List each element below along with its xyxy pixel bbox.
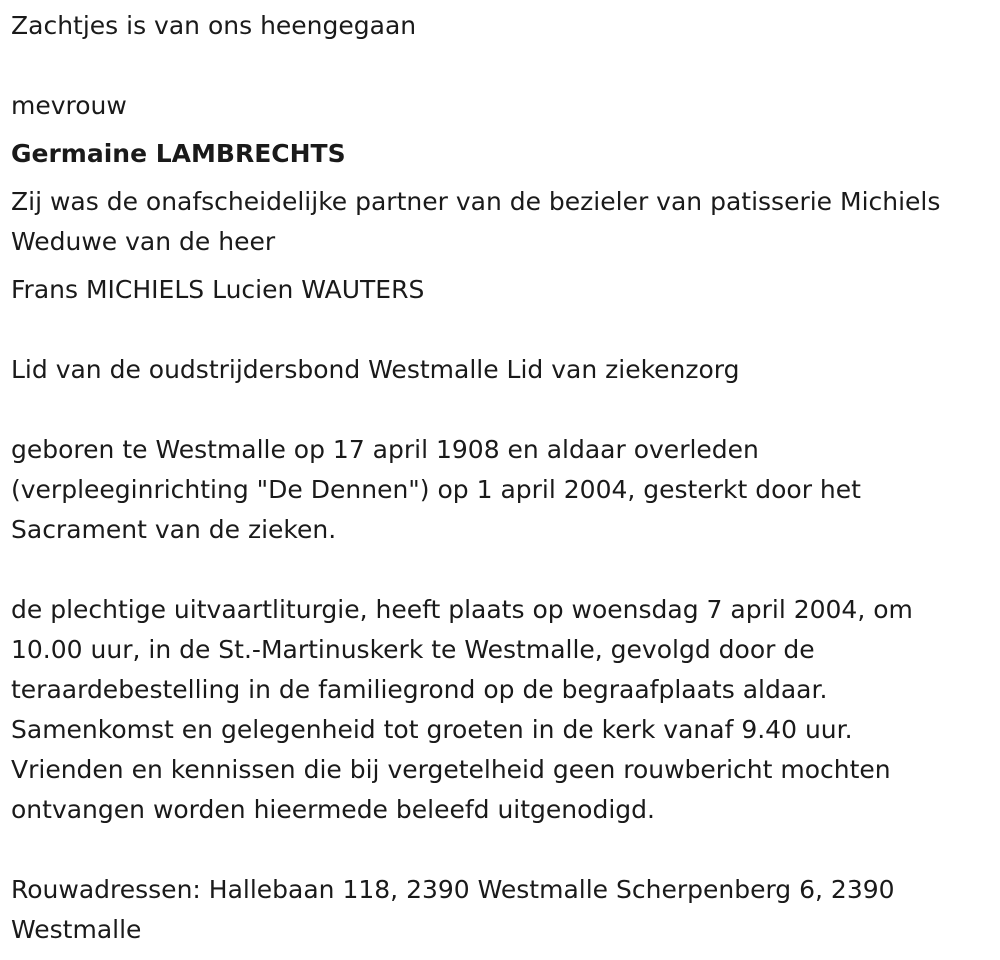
funeral-line: Vrienden en kennissen die bij vergetelheid geen rouwbericht mochten xyxy=(11,755,891,784)
memberships-line: Lid van de oudstrijdersbond Westmalle Lid van ziekenzorg xyxy=(11,355,740,384)
funeral-line: 10.00 uur, in de St.-Martinuskerk te Westmalle, gevolgd door de xyxy=(11,635,815,664)
funeral-line: de plechtige uitvaartliturgie, heeft plaats op woensdag 7 april 2004, om xyxy=(11,595,913,624)
funeral-line: teraardebestelling in de familiegrond op de begraafplaats aldaar. xyxy=(11,675,828,704)
birth-death-line: geboren te Westmalle op 17 april 1908 en aldaar overleden xyxy=(11,435,759,464)
funeral-line: Samenkomst en gelegenheid tot groeten in de kerk vanaf 9.40 uur. xyxy=(11,715,853,744)
description-line: Zij was de onafscheidelijke partner van de bezieler van patisserie Michiels xyxy=(11,187,941,216)
funeral-line: ontvangen worden hieermede beleefd uitgenodigd. xyxy=(11,795,655,824)
intro-text: Zachtjes is van ons heengegaan xyxy=(11,11,417,40)
deceased-name: Germaine LAMBRECHTS xyxy=(11,139,346,168)
birth-death-line: Sacrament van de zieken. xyxy=(11,515,337,544)
address-line: Rouwadressen: Hallebaan 118, 2390 Westmalle Scherpenberg 6, 2390 xyxy=(11,875,895,904)
address-line: Westmalle xyxy=(11,915,142,944)
spouses-line: Frans MICHIELS Lucien WAUTERS xyxy=(11,275,425,304)
birth-death-line: (verpleeginrichting "De Dennen") op 1 april 2004, gesterkt door het xyxy=(11,475,861,504)
description-line: Weduwe van de heer xyxy=(11,227,276,256)
honorific: mevrouw xyxy=(11,91,127,120)
